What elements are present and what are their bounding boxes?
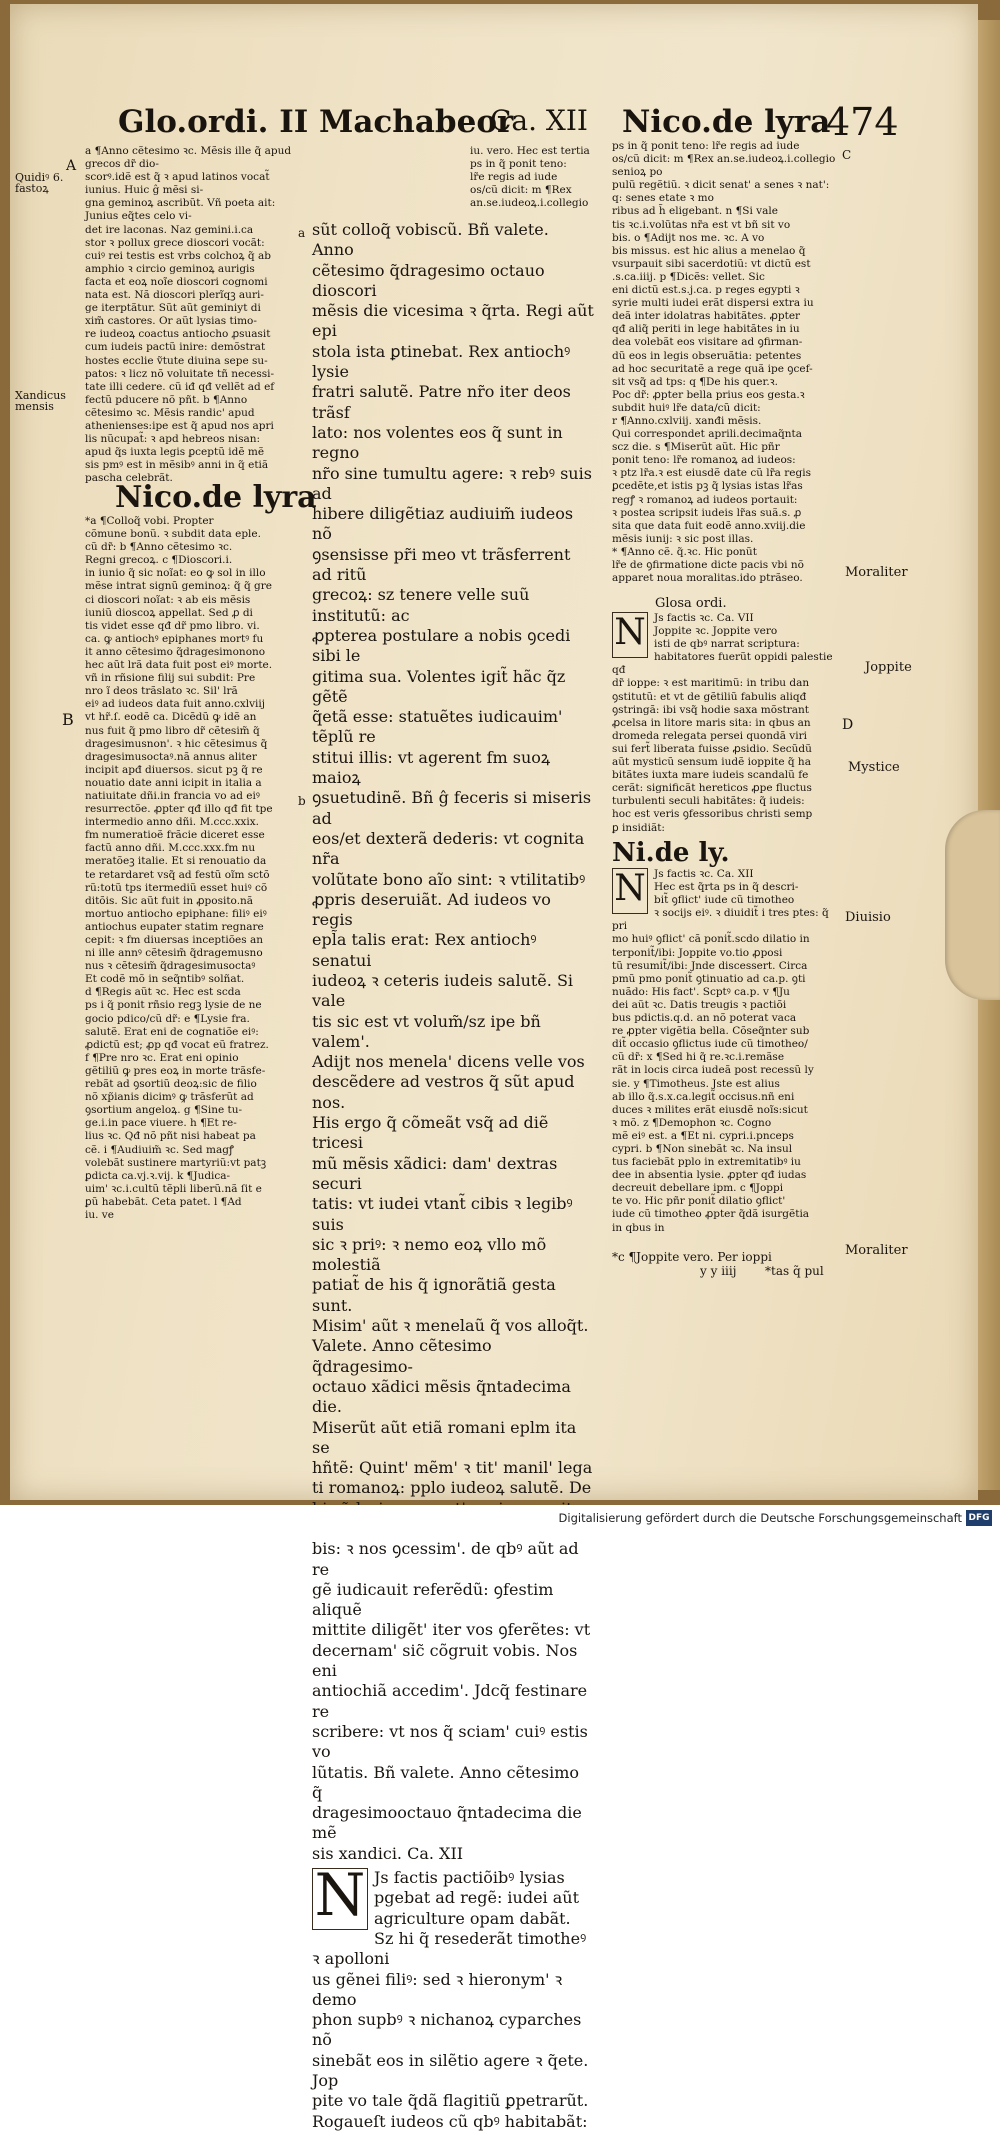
initial-n-gloss: N — [612, 612, 648, 658]
margin-letter-b: B — [62, 710, 74, 729]
gloss-ordinaria-column — [85, 145, 295, 485]
dfg-logo-icon: DFG — [966, 1510, 992, 1526]
biblical-text-column — [312, 220, 594, 2131]
lyra-heading-left: Nico.de lyra — [115, 480, 317, 515]
right-margin-joppite: Joppite — [865, 660, 912, 675]
header-commentary-title: Nico.de lyra — [622, 104, 831, 140]
glossa-ordinaria-block — [612, 612, 838, 837]
funding-credit: Digitalisierung gefördert durch die Deutsche Forschungsgemeinschaft — [558, 1511, 962, 1525]
page-tab-marker — [945, 810, 1000, 1000]
margin-letter-b-small: b — [298, 794, 306, 808]
initial-n-lyra: N — [612, 868, 648, 914]
margin-letter-a-small: a — [298, 226, 306, 240]
signature-mark: y y iiij — [700, 1264, 737, 1278]
biblical-text-chapter-xi: sũt colloq̃ vobiscũ. Bñ valete. Anno cẽtesimo q̃dragesimo octauo dioscori mẽsis die vicesima ꝛ q̃rta. Regi aũt epi stola ista ꝑtinebat. Rex antiochꝰ lysie fratri salutẽ. Patre nr̃o iter deos trãsf lato: nos volentes eos q̃ sunt in regno nr̃o sine tumultu agere: ꝛ rebꝰ suis ad hibere diligẽtiaz audiuim̃ iudeos nõ ꝯsensisse pr̃i meo vt trãsferrent ad ritũ grecoꝝ: sz tenere velle suũ institutũ: ac ꝓpterea postulare a nobis ꝯcedi sibi le gitima sua. Volentes igit̃ hãc q̃z gẽtẽ q̃etã esse: statuẽtes iudicauim' tẽplũ re stitui illis: vt agerent fm suoꝝ maioꝝ ꝯsuetudinẽ. Bñ ĝ feceris si miseris ad eos/et dexterã dederis: vt cognita nr̃a volũtate bono aĩo sint: ꝛ vtilitatibꝰ ꝓpris deseruiãt. Ad iudeos vo regis epl̃a talis erat: Rex antiochꝰ senatui iudeoꝝ ꝛ ceteris iudeis salutẽ. Si vale tis sic est vt volum̃/sz ipe bñ valem'. Adijt nos menela' dicens velle vos descẽdere ad vestros q̃ sũt apud nos. His ergo q̃ cõmeãt vsq̃ ad diẽ tricesi mũ mẽsis xãdici: dam' dextras securi tatis: vt iudei vtant̃ cibis ꝛ legibꝰ suis sic ꝛ priꝰ: ꝛ nemo eoꝝ vllo mõ molestiã patiat̃ de his q̃ ignorãtiã gesta sunt. Misim' aũt ꝛ menelaũ q̃ vos alloq̃t. Valete. Anno cẽtesimo q̃dragesimo- octauo xãdici mẽsis q̃ntadecima die. Miserũt aũt etiã romani eplm ita se hñtẽ: Quint' mẽm' ꝛ tit' manil' lega ti romanoꝝ: pplo iudeoꝝ salutẽ. De bis: ꝛ nos ꝯcessim'. de qbꝰ aũt ad re gẽ iudicauit referẽdũ: ꝯfestim aliquẽ mittite diligẽt' iter vos ꝯferẽtes: vt decernam' sic̃ cõgruit vobis. Nos eni antiochiã accedim'. Jdcq̃ festinare re scribere: vt nos q̃ sciam' cuiꝰ estis vo lũtatis. Bñ valete. Anno cẽtesimo q̃ dragesimooctauo q̃ntadecima die mẽ sis xandici. Ca. XII — [312, 220, 594, 1863]
left-margin-note-xandicus: Xandicus mensis — [15, 389, 66, 413]
gloss-text-right: ps in q̃ ponit teno: lr̃e regis ad iude os/cũ dicit: m ¶Rex an.se.iudeoꝝ.i.collegio senioꝝ po pulũ regẽtiũ. ꝛ dicit senat' a senes ꝛ nat': q: senes etate ꝛ mo ribus ad h̃ eligebant. n ¶Si vale tis ꝛc.i.volũtas nr̃a est vt bñ sit vo bis. o ¶Adijt nos me. ꝛc. A vo bis missus. est hic alius a menelao q̃ vsurpauit sibi sacerdotiũ: vt dictũ est .s.ca.iiij. p ¶Dicẽs: vellet. Sic eni dictũ est.s.j.ca. p reges egypti ꝛ syrie multi iudei erãt dispersi extra iu deã inter idolatras habitãtes. ꝓpter qđ aliq̃ periti in lege habitãtes in iu dea volebãt eos visitare ad ꝯfirman- dũ eos in legis obseruãtia: petentes ad hoc securitatẽ a rege quã ipe ꝯcef- sit vsq̃ ad tps: q ¶De his quer.ꝛ. Poc dr̃: ꝓpter bella prius eos gesta.ꝛ subdit huiꝰ lr̃e data/cũ dicit: r ¶Anno.cxlviij. xanđi mẽsis. Qui correspondet aprili.decimaq̃nta scz die. s ¶Miserũt aũt. Hic pñr ponit teno: lr̃e romanoꝝ ad iudeos: ꝛ ptz lr̃a.ꝛ est eiusdẽ date cũ lr̃a regis ꝑcedẽte,et istis pꝫ q̃ lysias istas lr̃as regꝭ ꝛ romanoꝝ ad iudeos portauit: ꝛ postea scripsit iudeis lr̃as suã.s. ꝓ sita que data fuit eodẽ anno.xviij.die mẽsis iunij: ꝛ sic post illas. * ¶Anno cẽ. q̃.ꝛc. Hic ponũt lr̃e de ꝯfirmatione dicte pacis vbi nõ apparet noua moralitas.ido ptrãseo. — [612, 140, 836, 585]
column-footline-2: *tas q̃ pul — [765, 1264, 824, 1278]
main-text-top-fragment: iu. vero. Hec est tertia ps in q̃ ponit teno: lr̃e regis ad iude os/cũ dicit: m ¶Rex an.se.iudeoꝝ.i.collegio — [470, 145, 590, 209]
left-margin-note-ovid: Quidiꝰ 6. fastoꝝ — [15, 171, 64, 195]
column-footline: *c ¶Joppite vero. Per ioppi — [612, 1250, 772, 1264]
glossa-text: Js factis ꝛc. Ca. VII Joppite ꝛc. Joppite vero isti de qbꝰ narrat scriptura: habitatores fuerũt oppidi palestie qđ dr̃ ioppe: ꝛ est maritimũ: in tribu dan ꝯstitutũ: et vt de gẽtiliũ fabulis aliqđ ꝯstringã: ibi vsq̃ hodie saxa mõstrant ꝓcelsa in litore maris sita: in qbus an dromeda relegata persei quondã viri sui fert̃ liberata fuisse ꝓsidio. Secũdũ aũt mysticũ sensum iudẽ ioppite q̃ ha bitãtes iuxta mare iudeis scandalũ fe cerãt: significãt hereticos ꝓpe fluctus turbulenti seculi habitãtes: q̃ iudeis: hoc est veris ꝯfessoribus christi semp ꝑ insidiãt: — [612, 612, 833, 834]
margin-letter-d: D — [842, 717, 854, 733]
lyra-commentary-column-right — [612, 868, 838, 1273]
initial-n-dropcap: N — [312, 1868, 368, 1930]
right-margin-moraliter: Moraliter — [845, 565, 908, 580]
glossa-ordinaria-heading: Glosa ordi. — [655, 596, 727, 611]
right-margin-diuisio: Diuisio — [845, 910, 891, 925]
margin-letter-c: C — [842, 148, 852, 162]
right-margin-moraliter-2: Moraliter — [845, 1243, 908, 1258]
lyra-text-left: *a ¶Colloq̃ vobi. Propter cõmune bonũ. ꝛ subdit data eple. cũ dr̃: b ¶Anno cẽtesimo ꝛc. Regni grecoꝝ. c ¶Dioscori.i. in iunio q̃ sic noĩat: eo ꝙ sol in illo mẽse intrat signũ geminoꝝ: q̃ q̃ gre ci dioscori noĩat: ꝛ ab eis mẽsis iuniũ dioscoꝝ appellat. Sed ꝓ di tis videt esse qđ dr̃ pmo libro. vi. ca. ꝙ antiochꝰ epiphanes mortꝰ fu it anno cẽtesimo q̃dragesimonono hec aũt lrã data fuit post eiꝰ morte. vñ in rñsione filij sui subdit: Pre nro ĩ deos trãslato ꝛc. Sil' lrã eiꝰ ad iudeos data fuit anno.cxlviij vt hr̃.ſ. eodẽ ca. Dicẽdũ ꝙ idẽ an nus fuit q̃ pmo libro dr̃ cẽtesim̃ q̃ dragesimusnon'. ꝛ hic cẽtesimus q̃ dragesimusoctaꝰ.nã annus aliter incipit apđ diuersos. sicut pꝫ q̃ re nouatio date anni icipit in italia a natiuitate dñi.in francia vo ad eiꝰ resurrectõe. ꝓpter qđ illo qđ fit tpe intermedio anno dñi. M.ccc.xxix. fm numeratioẽ frãcie diceret esse factũ anno dñi. M.ccc.xxx.fm nu meratõeꝫ italie. Et si renouatio da te retardaret vsq̃ ad festũ oĩm sctõ rũ:totũ tps itermediũ esset huiꝰ cõ ditõis. Sic aũt fuit in ꝓposito.nã mortuo antiocho epiphane: filiꝰ eiꝰ antiochus eupater statim regnare cepit: ꝛ fm diuersas inceptiões an ni ille annꝰ cẽtesim̃ q̃dragemusno nus ꝛ cẽtesim̃ q̃dragesimusoctaꝰ Et codẽ mõ in seq̃ntibꝰ solñat. d ¶Regis aũt ꝛc. Hec est scda ps i q̃ ponit rñsio regꝫ lysie de ne gocio pdico/cũ dr̃: e ¶Lysie fra. salutẽ. Erat eni de cognatiõe eiꝰ: ꝓdictũ est; ꝓp qđ vocat eũ fratrez. f ¶Pre nro ꝛc. Erat eni opinio gẽtiliũ ꝙ pres eoꝝ in morte trãsfe- rebãt ad ꝯsortiũ deoꝝ:sic de filio nõ xp̃ianis dicimꝰ ꝙ trãsferũt ad ꝯsortium angeloꝝ. g ¶Sine tu- ge.i.in pace viuere. h ¶Et re- lius ꝛc. Qđ nõ pñt nisi habeat pa cẽ. i ¶Audiuim̃ ꝛc. Sed magꝭ volebãt sustinere martyriũ:vt patꝫ ꝑdicta ca.vj.ꝛ.vij. k ¶Judica- uim' ꝛc.i.cultũ tẽpli liberũ.nã ſit e ꝑũ habebãt. Ceta patet. l ¶Ad iu. ve — [85, 515, 273, 1221]
lyra-heading-right: Ni.de ly. — [612, 838, 730, 868]
lyra-text-right: Js factis ꝛc. Ca. XII Hec est q̃rta ps in q̃ descri- bit̃ ꝯflict' iude cũ timotheo ꝛ socijs eiꝰ. ꝛ diuidit̃ i tres ptes: q̃ pri mo huiꝰ ꝯflict' cã ponit̃.scdo dilatio in terponit̃/ibi: Joppite vo.tio ꝓposi tũ resumit̃/ibi: Jnde discessert. Circa pmũ pmo ponit̃ ꝯtinuatio ad ca.p. ꝯti nuãdo: His fact'. Scptꝰ ca.p. v ¶Ju dei aũt ꝛc. Datis treugis ꝛ pactiõi bus pdictis.q.d. an nõ poterat vaca re ꝓpter vigẽtia bella. Cõseq̃nter sub dit̃ occasio ꝯflictus iude cũ timotheo/ cũ dr̃: x ¶Sed hi q̃ re.ꝛc.i.remãse rãt in locis circa iudeã post recessũ ly sie. y ¶Timotheus. Jste est alius ab illo q̃.s.x.ca.legit̃ occisus.nñ eni duces ꝛ milites erãt eiusdẽ noĩs:sicut ꝛ mõ. z ¶Demophon ꝛc. Cogno mẽ eiꝰ est. a ¶Et ni. cypri.i.pnceps cypri. b ¶Non sinebãt ꝛc. Na insul tus faciebãt pplo in extremitatibꝰ iu dee in absentia lysie. ꝓpter qđ iudas decreuit debellare ipm. c ¶Joppi te vo. Hic pñr ponit̃ dilatio ꝯflict' iude cũ timotheo ꝓpter q̃dã isurgẽtia in qbus in — [612, 868, 829, 1234]
margin-letter-a: A — [66, 158, 77, 174]
biblical-text-chapter-xii: Js factis pactiõibꝰ lysias pgebat ad regẽ: iudei aũt agriculture opam dabãt. Sz hi q̃ resederãt timotheꝰ ꝛ apolloni us gẽnei filiꝰ: sed ꝛ hieronym' ꝛ demo phon supbꝰ ꝛ nichanoꝝ cyparches nõ sinebãt eos in silẽtio agere ꝛ q̃ete. Jop pite vo tale q̃dã flagitiũ ꝑpetrarũt. Rogaueſt iudeos cũ qbꝰ habitabãt: — [312, 1868, 589, 2131]
header-chapter: Ca. XII — [490, 104, 588, 137]
gloss-text-top: a ¶Anno cẽtesimo ꝛc. Mẽsis ille q̃ apud grecos dr̃ dio- scorꝰ.idẽ est q̃ ꝛ apud latinos vocat̃ iunius. Huic ĝ mẽsi si- gna geminoꝝ ascribũt. Vñ poeta ait: Junius eq̃tes celo vi- det ire laconas. Naz gemini.i.ca stor ꝛ pollux grece dioscori vocãt: cuiꝰ rei testis est vrbs colchoꝝ q̃ ab amphio ꝛ circio geminoꝝ aurigis facta et eoꝝ noĩe dioscori cognomi nata est. Nã dioscori plerĩqꝫ auri- ge iterptãtur. Sũt aũt geminiyt di xim̃ castores. Or aũt lysias timo- re iudeoꝝ coactus antiocho ꝓsuasit cum iudeis pactũ inire: demõstrat hostes ecclie ṽtute diuina sepe su- patos: ꝛ licz nõ voluitate tñ necessi- tate illi cedere. cũ iđ qđ vellẽt ad ef fectũ pducere nõ pñt. b ¶Anno cẽtesimo ꝛc. Mẽsis randic' apud athenienses:ipe est q̃ apud nos apri lis nũcupat̃: ꝛ apd hebreos nisan: apud q̃s iuxta legis ꝑceptũ idẽ mẽ sis pmꝰ est in mẽsibꝰ anni in q̃ etiã pascha celebrãt. — [85, 145, 292, 485]
running-header — [0, 100, 1000, 150]
folio-number: 474 — [826, 100, 899, 144]
chapter-xii-opening — [312, 1861, 594, 2132]
lyra-commentary-column-left — [85, 515, 295, 1310]
right-margin-mystice: Mystice — [848, 760, 900, 775]
gloss-column-right-top — [612, 140, 838, 585]
header-gloss-title: Glo.ordi. II Machabeor — [118, 104, 514, 140]
